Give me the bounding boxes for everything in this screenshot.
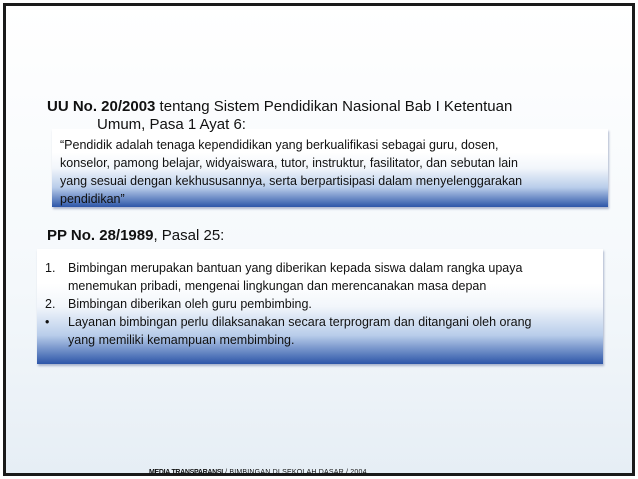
- quote-line: konselor, pamong belajar, widyaiswara, tutor, instruktur, fasilitator, dan sebutan lain: [60, 156, 518, 170]
- list-item: [45, 259, 601, 295]
- footer-text: / BIMBINGAN DI SEKOLAH DASAR / 2004: [222, 469, 367, 476]
- list-item-line: yang memiliki kemampuan membimbing.: [68, 333, 295, 347]
- quote-line: yang sesuai dengan kekhususannya, serta berpartisipasi dalam menyelenggarakan: [60, 174, 523, 188]
- quote-line: pendidikan”: [60, 192, 125, 206]
- list-marker: 1.: [45, 261, 56, 275]
- list-item-line: Bimbingan merupakan bantuan yang diberikan kepada siswa dalam rangka upaya: [68, 261, 523, 275]
- heading-uu: [47, 98, 607, 135]
- guidance-list: [45, 259, 601, 349]
- heading-pp-ref: PP No. 28/1989: [47, 227, 154, 244]
- heading-uu-continuation: Umum, Pasa 1 Ayat 6:: [97, 116, 246, 134]
- list-item-line: Bimbingan diberikan oleh guru pembimbing.: [68, 297, 312, 311]
- heading-pp-text: , Pasal 25:: [153, 227, 225, 244]
- list-bullet: •: [45, 315, 50, 329]
- list-marker: 2.: [45, 297, 56, 311]
- heading-uu-ref: UU No. 20/2003: [47, 98, 156, 115]
- heading-uu-text: tentang Sistem Pendidikan Nasional Bab I Ketentuan: [155, 98, 513, 115]
- list-item: [45, 313, 601, 349]
- quote-text: [60, 136, 611, 208]
- footer-bold: MEDIA TRANSPARANSI: [149, 469, 223, 476]
- heading-pp: [47, 227, 224, 244]
- list-item: [45, 295, 601, 313]
- list-item-line: Layanan bimbingan perlu dilaksanakan secara terprogram dan ditangani oleh orang: [68, 315, 532, 329]
- quote-line: “Pendidik adalah tenaga kependidikan yang berkualifikasi sebagai guru, dosen,: [60, 138, 499, 152]
- list-item-line: menemukan pribadi, mengenai lingkungan dan merencanakan masa depan: [68, 279, 487, 293]
- slide-footer: [149, 469, 367, 476]
